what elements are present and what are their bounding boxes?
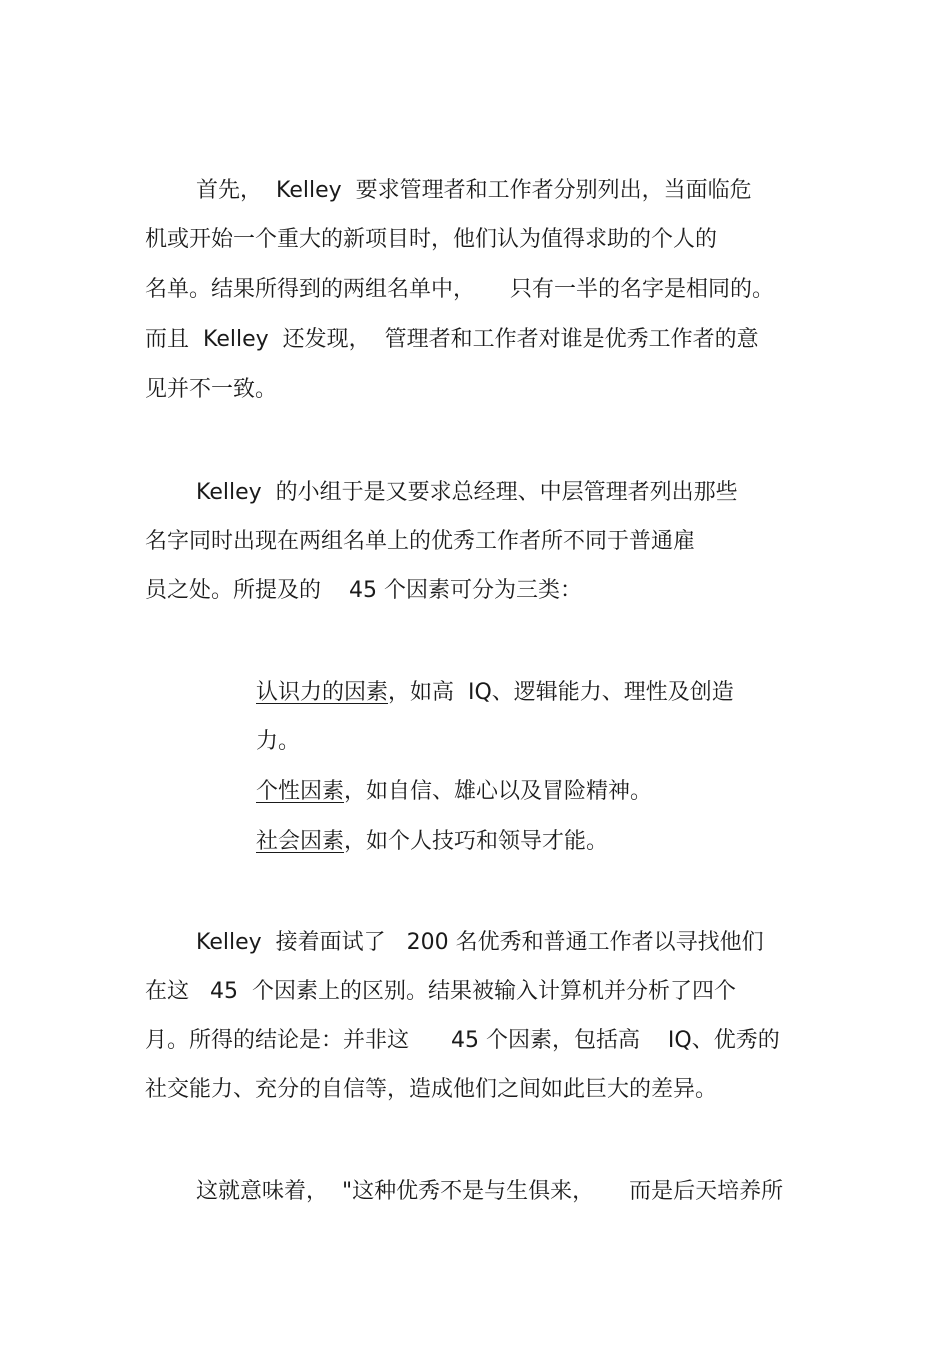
paragraph-2-line-1: Kelley 的小组于是又要求总经理、中层管理者列出那些 <box>196 480 738 505</box>
factor-desc-personality: ，如自信、雄心以及冒险精神。 <box>344 779 653 804</box>
paragraph-1-line-1: 首先， Kelley 要求管理者和工作者分别列出，当面临危 <box>196 178 752 203</box>
factor-term-social: 社会因素 <box>256 829 345 854</box>
factor-item-social <box>256 827 608 857</box>
paragraph-4-line-1: 这就意味着， "这种优秀不是与生俱来， 而是后天培养所 <box>196 1179 784 1204</box>
factor-term-personality: 个性因素 <box>256 779 345 804</box>
factor-item-cognitive-cont: 力。 <box>256 729 301 754</box>
paragraph-1-line-3: 名单。结果所得到的两组名单中， 只有一半的名字是相同的。 <box>145 277 774 302</box>
paragraph-3-line-4: 社交能力、充分的自信等，造成他们之间如此巨大的差异。 <box>145 1077 718 1102</box>
paragraph-1-line-4: 而且 Kelley 还发现， 管理者和工作者对谁是优秀工作者的意 <box>145 327 759 352</box>
paragraph-2-line-3: 员之处。所提及的 45 个因素可分为三类： <box>145 578 582 603</box>
paragraph-3-line-1: Kelley 接着面试了 200 名优秀和普通工作者以寻找他们 <box>196 930 764 955</box>
paragraph-3-line-3: 月。所得的结论是：并非这 45 个因素，包括高 IQ、优秀的 <box>145 1028 780 1053</box>
factor-desc-social: ，如个人技巧和领导才能。 <box>344 829 609 854</box>
paragraph-1-line-5: 见并不一致。 <box>145 377 278 402</box>
factor-term-cognitive: 认识力的因素 <box>256 680 389 705</box>
factor-item-personality <box>256 777 652 807</box>
factor-item-cognitive <box>256 678 734 708</box>
paragraph-1-line-2: 机或开始一个重大的新项目时，他们认为值得求助的个人的 <box>145 227 718 252</box>
factor-desc-cognitive: ，如高 IQ、逻辑能力、理性及创造 <box>388 680 734 705</box>
paragraph-3-line-2: 在这 45 个因素上的区别。结果被输入计算机并分析了四个 <box>145 979 736 1004</box>
paragraph-2-line-2: 名字同时出现在两组名单上的优秀工作者所不同于普通雇 <box>145 529 696 554</box>
